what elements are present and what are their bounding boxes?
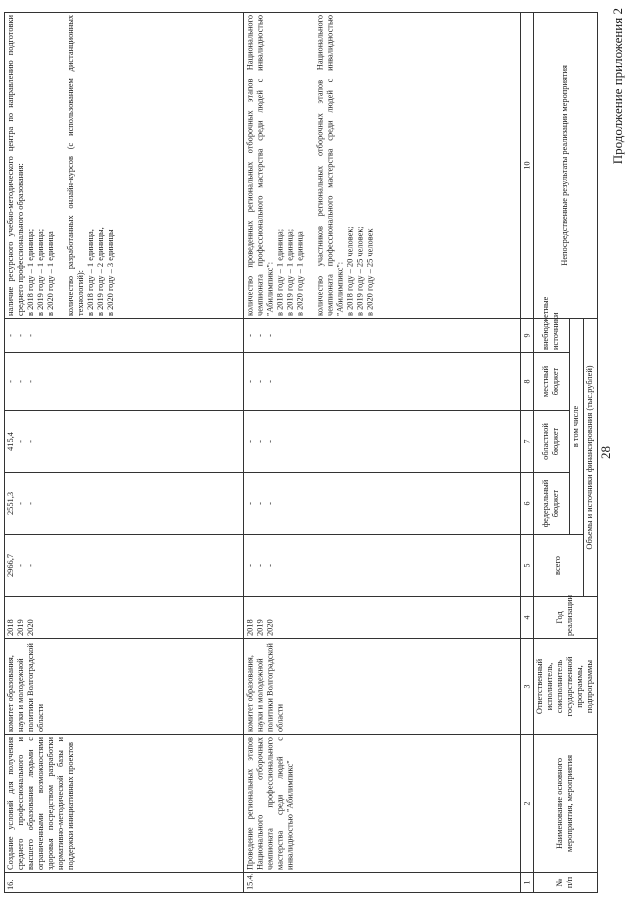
- header-executor: Ответственный исполнитель, соисполнитель государственной программы, подпрограммы: [534, 639, 598, 735]
- page-number: 28: [598, 446, 613, 459]
- header-federal-budget: федеральный бюджет: [534, 473, 570, 535]
- years-cell: 2018 2019 2020: [5, 597, 244, 639]
- header-regional-budget: областной бюджет: [534, 411, 570, 473]
- header-total: всего: [534, 535, 584, 597]
- federal-cell: 2551,3 - -: [5, 473, 244, 535]
- row-number: 16.: [5, 873, 244, 893]
- header-year: Год реализации: [534, 597, 598, 639]
- column-number: 4: [521, 597, 534, 639]
- results-cell: [243, 12, 521, 318]
- total-cell: - - -: [243, 535, 521, 597]
- local-cell: - - -: [243, 353, 521, 411]
- column-number: 8: [521, 353, 534, 411]
- result-indicator: количество разработанных онлайн-курсов (с использованием дистанционных технологий): в 2018 году – 1 единица, в 2019 году – 2 единицы, в 2020 году – 3 единицы: [66, 14, 116, 316]
- header-extrabudgetary: внебюджетные источники: [534, 318, 570, 352]
- column-number: 5: [521, 535, 534, 597]
- column-number: 1: [521, 873, 534, 893]
- header-including: в том числе: [570, 318, 584, 534]
- years-cell: 2018 2019 2020: [243, 597, 521, 639]
- total-cell: 2966,7 - -: [5, 535, 244, 597]
- result-indicator: количество участников региональных отборочных этапов Национального чемпионата профессионального мастерства среди людей с инвалидностью "Абилимпикс": в 2018 году – 20 человек; в 2019 году – 25 человек; в 2020 году – 25 человек: [315, 14, 375, 316]
- column-number: 10: [521, 12, 534, 318]
- column-number: 7: [521, 411, 534, 473]
- header-results: Непосредственные результаты реализации мероприятия: [534, 12, 598, 318]
- activity-name: Создание условий для получения среднего профессионального и высшего образования людьми с ограниченными возможностями здоровья посредством разработки нормативно-методической базы и поддержки инициативных проектов: [5, 735, 244, 873]
- column-numbers-row: [521, 12, 534, 892]
- column-number: 3: [521, 639, 534, 735]
- result-indicator: наличие ресурсного учебно-методического центра по направлению подготовки среднего профессионального образования: в 2018 году – 1 единица; в 2019 году – 1 единица; в 2020 году – 1 единица: [6, 14, 56, 316]
- result-indicator: количество проведенных региональных отборочных этапов Национального чемпионата профессионального мастерства среди людей с инвалидностью "Абилимпикс": в 2018 году – 1 единица; в 2019 году – 1 единица; в 2020 году – 1 единица: [244, 14, 305, 316]
- column-number: 9: [521, 318, 534, 352]
- column-number: 2: [521, 735, 534, 873]
- appendix-continuation-label: Продолжение приложения 2: [610, 8, 625, 165]
- row-number: 15.4.: [243, 873, 521, 893]
- extrabudgetary-cell: - - -: [5, 318, 244, 352]
- regional-cell: - - -: [243, 411, 521, 473]
- header-activity-name: Наименование основного мероприятия, мероприятия: [534, 735, 598, 873]
- column-number: 6: [521, 473, 534, 535]
- activity-name: Проведение региональных этапов Национального отборочных чемпионата профессионального мастерства среди людей с инвалидностью "Абилимпикс": [243, 735, 521, 873]
- table-row: [243, 12, 521, 892]
- regional-cell: 415,4 - -: [5, 411, 244, 473]
- header-funding: Объемы и источники финансирования (тыс.рублей): [584, 318, 598, 596]
- executor-cell: комитет образования, науки и молодежной политики Волгоградской области: [243, 639, 521, 735]
- results-cell: [5, 12, 244, 318]
- header-number: № п/п: [534, 873, 598, 893]
- program-activities-table: [4, 12, 598, 893]
- table-row: [5, 12, 244, 892]
- extrabudgetary-cell: - - -: [243, 318, 521, 352]
- executor-cell: комитет образования, науки и молодежной политики Волгоградской области: [5, 639, 244, 735]
- local-cell: - - -: [5, 353, 244, 411]
- header-local-budget: местный бюджет: [534, 353, 570, 411]
- federal-cell: - - -: [243, 473, 521, 535]
